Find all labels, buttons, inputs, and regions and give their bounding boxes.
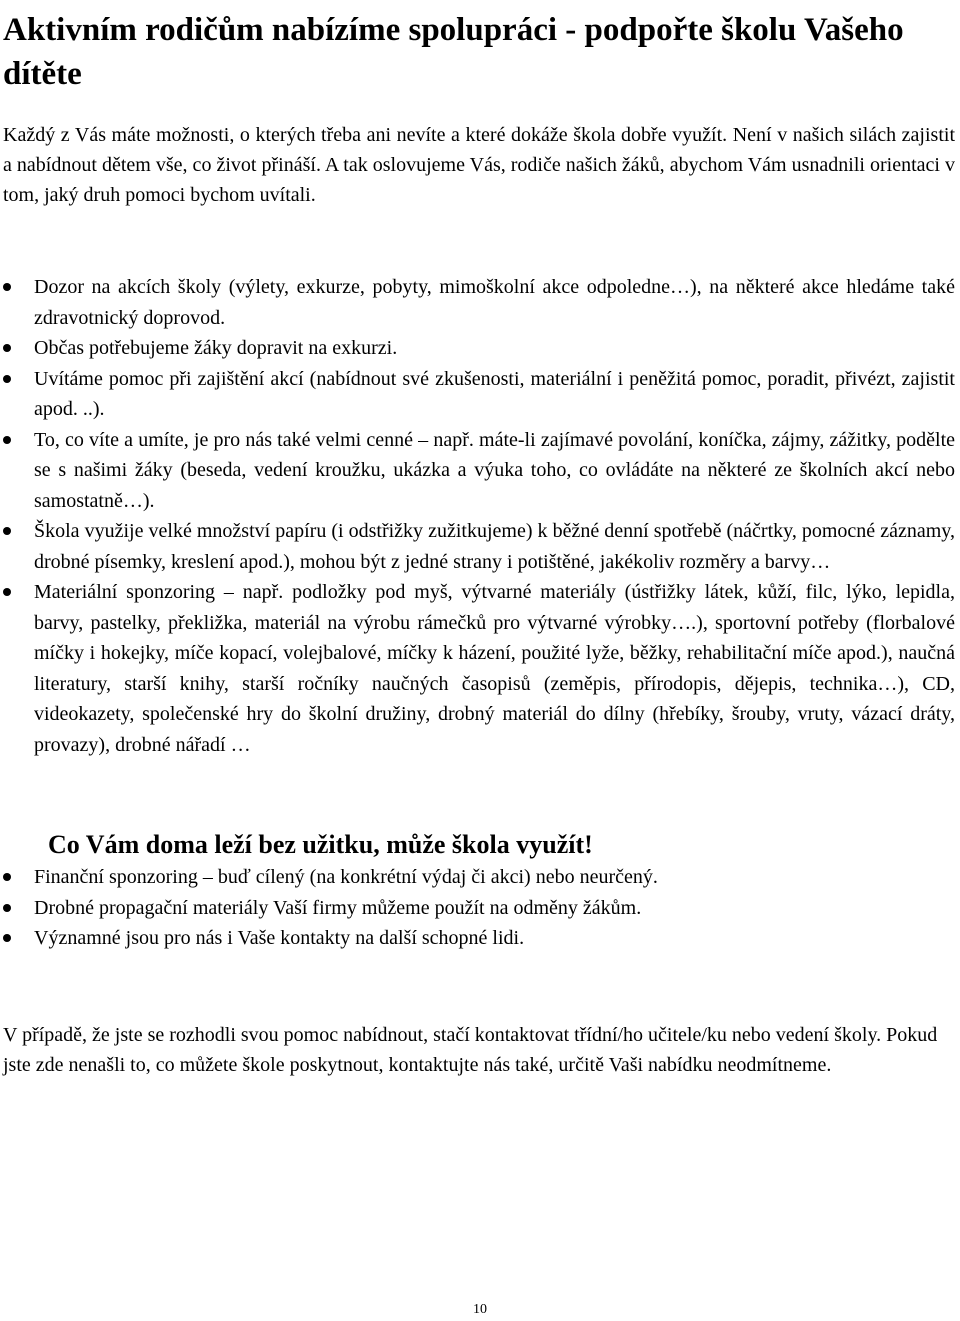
list-item-text: To, co víte a umíte, je pro nás také velmi cenné – např. máte-li zajímavé povolání, koníčka, zájmy, zážitky, podělte se s našimi žáky (beseda, vedení kroužku, ukázka a výuka toho, co ovládáte na některé ze školních akcí nebo samostatně…). <box>34 428 955 512</box>
bullet-icon <box>3 344 11 352</box>
list-item <box>0 893 955 924</box>
page-title: Aktivním rodičům nabízíme spolupráci - podpořte školu Vašeho dítěte <box>3 12 904 92</box>
bullet-icon <box>3 375 11 383</box>
list-item-text: Škola využije velké množství papíru (i odstřižky zužitkujeme) k běžné denní spotřebě (náčrtky, pomocné záznamy, drobné písemky, kreslení apod.), mohou být z jedné strany i potištěné, jakékoliv rozměry a barvy… <box>34 520 955 573</box>
list-item <box>0 516 955 577</box>
bullet-icon <box>3 934 11 942</box>
bullet-icon <box>3 436 11 444</box>
list-item <box>0 923 955 954</box>
sponsoring-list <box>0 862 955 954</box>
list-item-text: Drobné propagační materiály Vaší firmy můžeme použít na odměny žákům. <box>34 896 642 919</box>
list-item <box>0 425 955 517</box>
list-item-text: Významné jsou pro nás i Vaše kontakty na další schopné lidi. <box>34 927 525 949</box>
bullet-icon <box>3 904 11 912</box>
bullet-icon <box>3 588 11 596</box>
list-item <box>0 333 955 364</box>
list-item-text: Občas potřebujeme žáky dopravit na exkurzi. <box>34 337 398 359</box>
bullet-icon <box>3 283 11 291</box>
help-options-list <box>0 272 955 760</box>
list-item-text: Materiální sponzoring – např. podložky pod myš, výtvarné materiály (ústřižky látek, kůží, filc, lýko, lepidla, barvy, pastelky, překližka, materiál na výrobu rámečků pro výtvarné výrobky….), sportovní potřeby (florbalové míčky i hokejky, míče kopací, volejbalové, míčky k házení, použité lyže, běžky, rehabilitační míče apod.), naučná literatury, starší knihy, starší ročníky naučných časopisů (zeměpis, přírodopis, dějepis, technika…), CD, videokazety, společenské hry do školní družiny, drobný materiál do dílny (hřebíky, šrouby, vruty, vázací dráty, provazy), drobné nářadí … <box>34 581 955 756</box>
bullet-icon <box>3 527 11 535</box>
list-item <box>0 272 955 333</box>
callout-heading: Co Vám doma leží bez užitku, může škola využít! <box>48 830 593 859</box>
closing-paragraph: V případě, že jste se rozhodli svou pomoc nabídnout, stačí kontaktovat třídní/ho učitele/ku nebo vedení školy. Pokud jste zde nenašli to, co můžete škole poskytnout, kontaktujte nás také, určitě Vaši nabídku neodmítneme. <box>3 1024 938 1076</box>
intro-paragraph: Každý z Vás máte možnosti, o kterých třeba ani nevíte a které dokáže škola dobře využít. Není v našich silách zajistit a nabídnout dětem vše, co život přináší. A tak oslovujeme Vás, rodiče našich žáků, abychom Vám usnadnili orientaci v tom, jaký druh pomoci bychom uvítali. <box>3 124 955 206</box>
list-item <box>0 364 955 425</box>
bullet-icon <box>3 873 11 881</box>
list-item <box>0 577 955 760</box>
page-number: 10 <box>473 1302 487 1317</box>
list-item-text: Uvítáme pomoc při zajištění akcí (nabídnout své zkušenosti, materiální i peněžitá pomoc, poradit, přivézt, zajistit apod. ..). <box>34 367 955 420</box>
list-item <box>0 862 955 893</box>
list-item-text: Dozor na akcích školy (výlety, exkurze, pobyty, mimoškolní akce odpoledne…), na některé akce hledáme také zdravotnický doprovod. <box>34 276 955 329</box>
list-item-text: Finanční sponzoring – buď cílený (na konkrétní výdaj či akci) nebo neurčený. <box>34 866 658 888</box>
